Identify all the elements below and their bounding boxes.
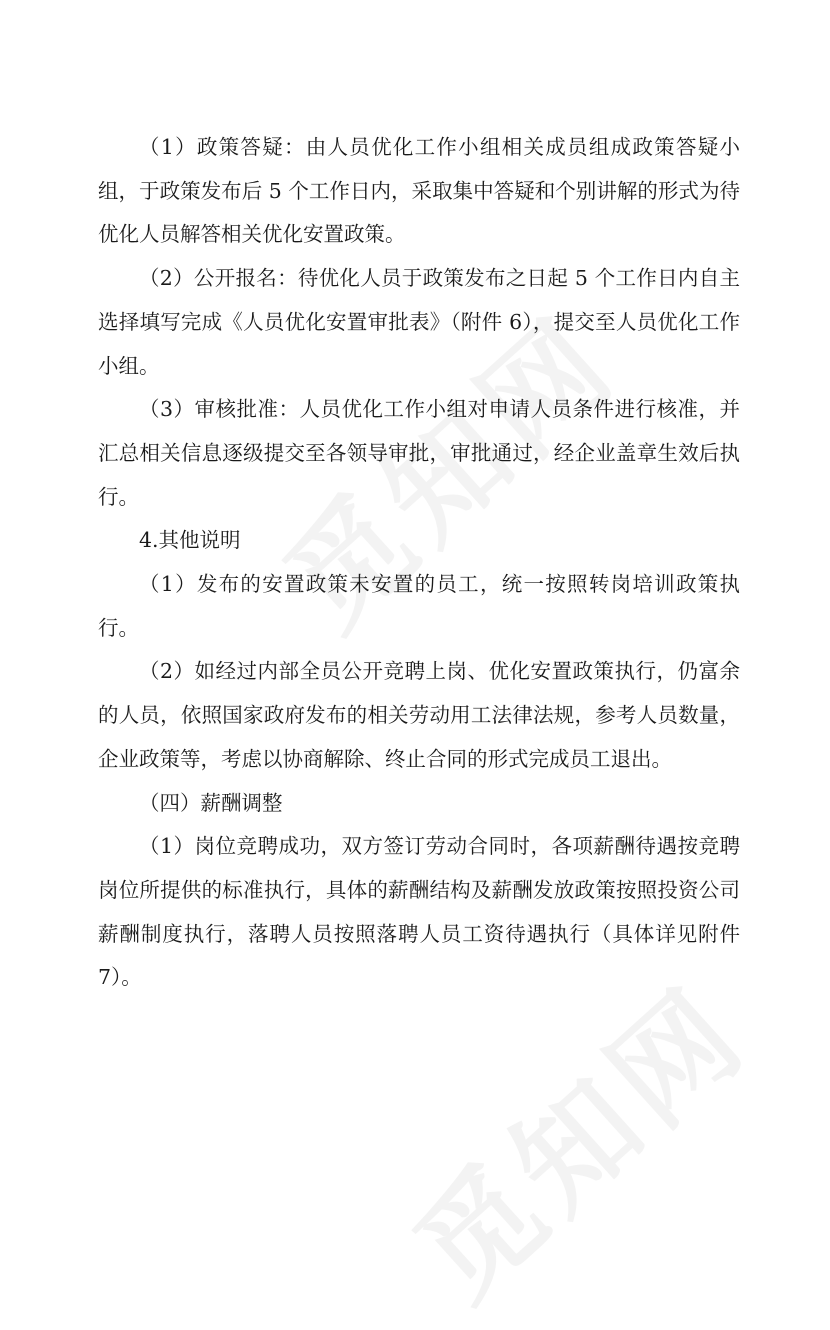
paragraph-surplus-staff: （2）如经过内部全员公开竞聘上岗、优化安置政策执行，仍富余的人员，依照国家政府发布的相关劳动用工法律法规，参考人员数量，企业政策等，考虑以协商解除、终止合同的形式完成员工退出。 [98, 659, 740, 771]
document-body [98, 126, 740, 1000]
paragraph-review-approval: （3）审核批准：人员优化工作小组对申请人员条件进行核准，并汇总相关信息逐级提交至各领导审批，审批通过，经企业盖章生效后执行。 [98, 397, 740, 509]
section-heading-salary-adjustment: （四）薪酬调整 [139, 790, 283, 815]
paragraph-salary-terms: （1）岗位竞聘成功，双方签订劳动合同时，各项薪酬待遇按竞聘岗位所提供的标准执行，具体的薪酬结构及薪酬发放政策按照投资公司薪酬制度执行，落聘人员按照落聘人员工资待遇执行（具体详见附件 7）。 [98, 834, 740, 990]
paragraph-public-registration: （2）公开报名：待优化人员于政策发布之日起 5 个工作日内自主选择填写完成《人员优化安置审批表》（附件 6），提交至人员优化工作小组。 [98, 266, 740, 378]
section-heading-other-notes: 4.其他说明 [139, 528, 241, 553]
paragraph-unplaced-staff: （1）发布的安置政策未安置的员工，统一按照转岗培训政策执行。 [98, 572, 740, 640]
paragraph-policy-qa: （1）政策答疑：由人员优化工作小组相关成员组成政策答疑小组，于政策发布后 5 个工作日内，采取集中答疑和个别讲解的形式为待优化人员解答相关优化安置政策。 [98, 135, 740, 247]
